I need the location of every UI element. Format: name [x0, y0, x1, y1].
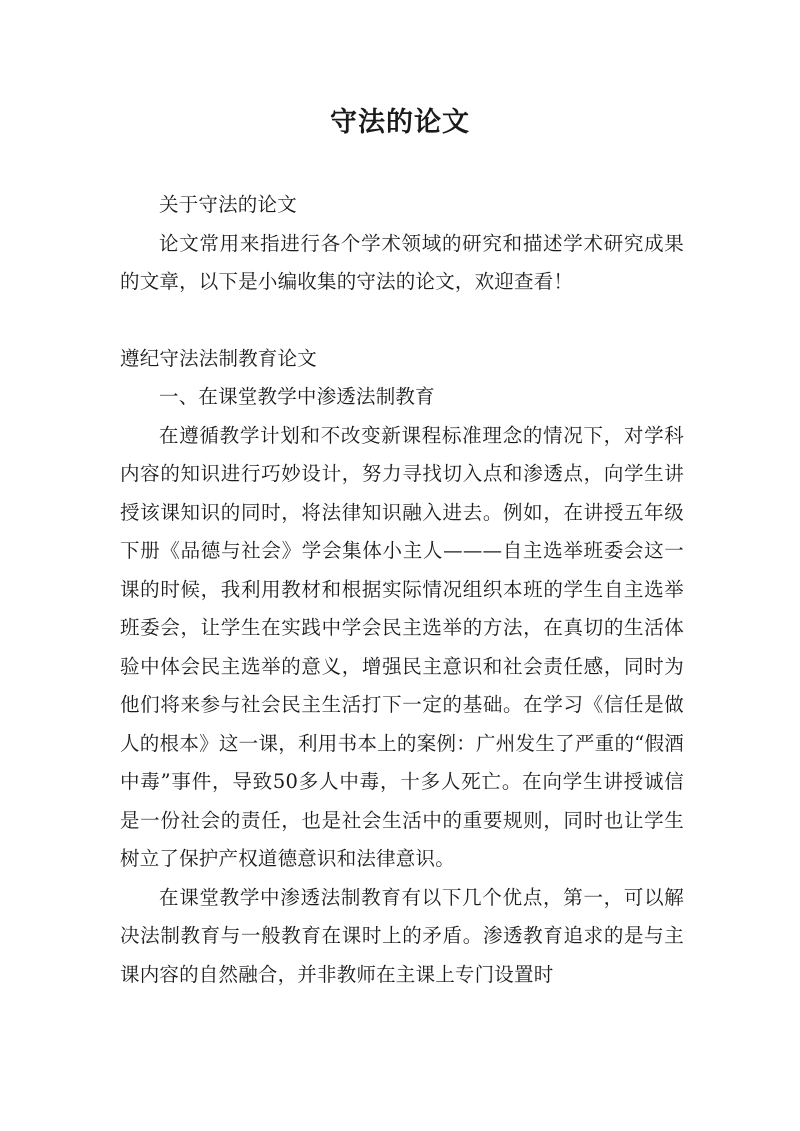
subsection-heading: 一、在课堂教学中渗透法制教育 — [159, 385, 435, 408]
document-body — [120, 186, 684, 994]
paragraph-body: 在课堂教学中渗透法制教育有以下几个优点，第一，可以解决法制教育与一般教育在课时上的矛盾。渗透教育追求的是与主课内容的自然融合，并非教师在主课上专门设置时 — [120, 885, 684, 986]
paragraph-intro-heading: 关于守法的论文 — [159, 193, 297, 216]
section-heading: 遵纪守法法制教育论文 — [120, 346, 318, 370]
paragraph-body: 在遵循教学计划和不改变新课程标准理念的情况下，对学科内容的知识进行巧妙设计，努力寻找切入点和渗透点，向学生讲授该课知识的同时，将法律知识融入进去。例如，在讲授五年级下册《品德与社会》学会集体小主人———自主选举班委会这一课的时候，我利用教材和根据实际情况组织本班的学生自主选举班委会，让学生在实践中学会民主选举的方法，在真切的生活体验中体会民主选举的意义，增强民主意识和社会责任感，同时为他们将来参与社会民主生活打下一定的基础。在学习《信任是做人的根本》这一课，利用书本上的案例：广州发生了严重的“假酒中毒”事件，导致50多人中毒，十多人死亡。在向学生讲授诚信是一份社会的责任，也是社会生活中的重要规则，同时也让学生树立了保护产权道德意识和法律意识。 — [120, 423, 684, 870]
document-title: 守法的论文 — [330, 107, 470, 138]
paragraph-intro: 论文常用来指进行各个学术领域的研究和描述学术研究成果的文章，以下是小编收集的守法的论文，欢迎查看！ — [120, 231, 684, 293]
